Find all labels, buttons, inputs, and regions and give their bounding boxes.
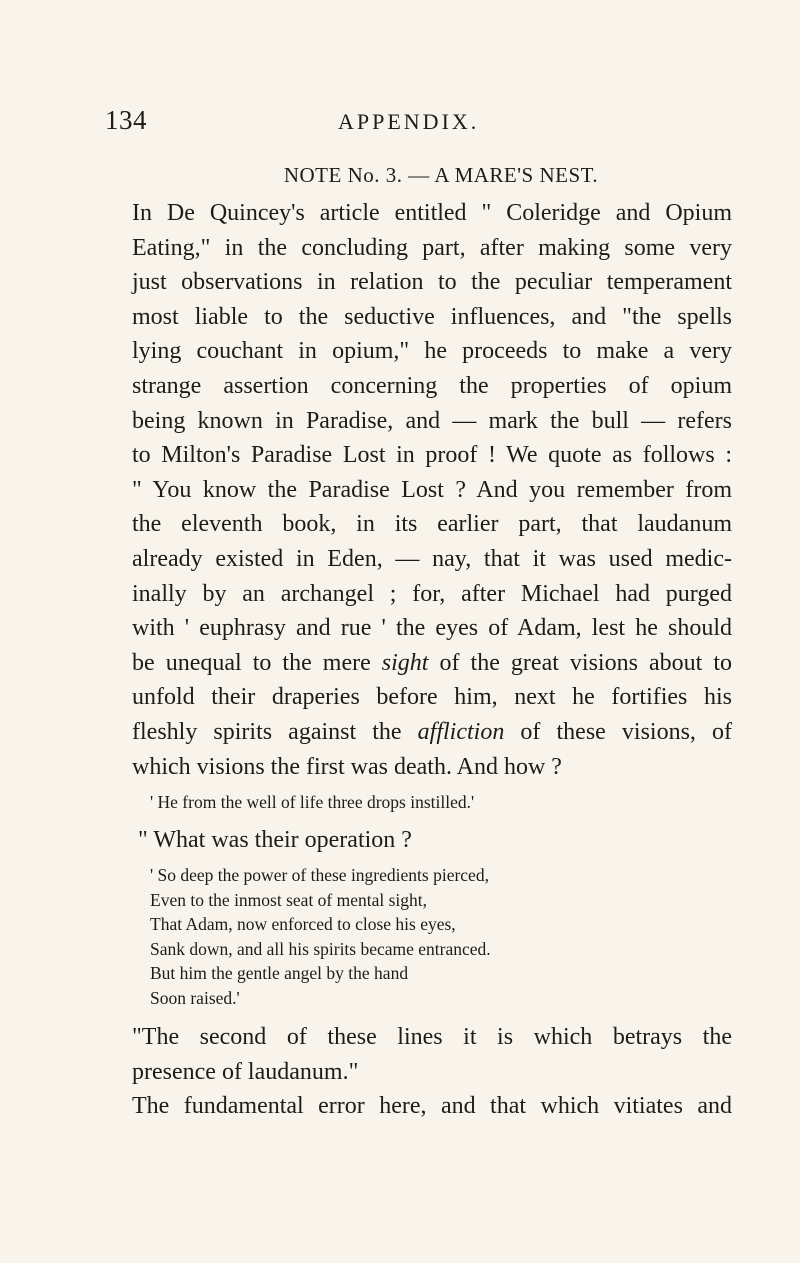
text-line: the eleventh book, in its earlier part, that laudanum: [132, 511, 732, 538]
text-line: just observations in relation to the peculiar temperament: [132, 269, 732, 296]
text-segment: of these visions, of: [504, 718, 732, 745]
page-number: 134: [105, 105, 147, 135]
text-segment: be unequal to the mere: [132, 649, 382, 676]
verse-quote: [132, 863, 732, 1010]
block-quote: ' He from the well of life three drops instilled.': [150, 792, 475, 813]
text-line: The fundamental error here, and that which vitiates and: [132, 1093, 732, 1120]
question-line: " What was their operation ?: [138, 827, 412, 854]
note-title: NOTE No. 3. — A MARE'S NEST.: [283, 163, 599, 187]
text-line: Eating," in the concluding part, after making some very: [132, 234, 732, 261]
text-line: unfold their draperies before him, next he fortifies his: [132, 684, 732, 711]
emphasis-affliction: affliction: [417, 718, 505, 745]
text-segment: fleshly spirits against the: [132, 718, 418, 745]
text-line: to Milton's Paradise Lost in proof ! We quote as follows :: [132, 442, 732, 469]
text-line: presence of laudanum.": [132, 1058, 359, 1085]
text-segment: of the great visions about to: [428, 649, 733, 676]
running-title: APPENDIX.: [338, 109, 480, 134]
paragraph-two: [132, 1020, 732, 1124]
verse-line: Soon raised.': [150, 987, 240, 1008]
verse-line: Sank down, and all his spirits became entranced.: [150, 938, 491, 959]
body-text: [132, 160, 732, 1124]
emphasis-sight: sight: [381, 649, 429, 676]
verse-line: ' So deep the power of these ingredients pierced,: [150, 865, 489, 886]
text-line: In De Quincey's article entitled " Coleridge and Opium: [132, 200, 732, 226]
text-line: with ' euphrasy and rue ' the eyes of Adam, lest he should: [132, 615, 732, 642]
paragraph-one: [132, 196, 732, 784]
running-head: [105, 105, 705, 139]
verse-line: Even to the inmost seat of mental sight,: [150, 889, 428, 910]
text-line-with-emphasis: [132, 646, 732, 681]
text-line: most liable to the seductive influences, and "the spells: [132, 303, 732, 330]
verse-line: That Adam, now enforced to close his eyes,: [150, 914, 456, 935]
text-line: " You know the Paradise Lost ? And you remember from: [132, 476, 732, 503]
text-line: being known in Paradise, and — mark the bull — refers: [132, 407, 732, 434]
verse-line: But him the gentle angel by the hand: [150, 963, 409, 984]
text-line-with-emphasis: [132, 715, 732, 750]
text-line: "The second of these lines it is which betrays the: [132, 1024, 732, 1051]
text-line: strange assertion concerning the properties of opium: [132, 372, 732, 399]
text-line: inally by an archangel ; for, after Michael had purged: [132, 580, 732, 607]
text-line: lying couchant in opium," he proceeds to make a very: [132, 338, 732, 365]
text-line: which visions the first was death. And how ?: [132, 753, 562, 780]
text-line: already existed in Eden, — nay, that it was used medic-: [132, 545, 732, 572]
